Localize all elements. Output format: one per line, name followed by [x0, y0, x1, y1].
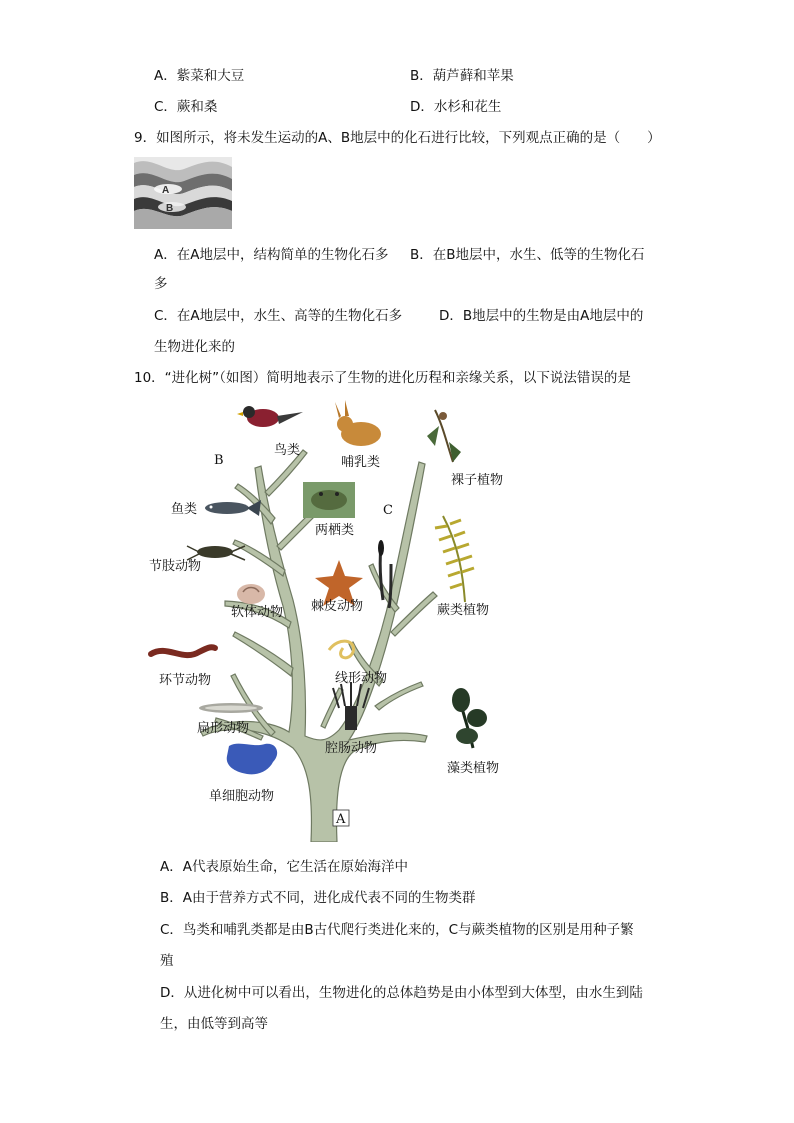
label-mammals: 哺乳类 [341, 455, 381, 470]
q9-option-b-part1: B．在B地层中，水生、低等的生物化石 [410, 247, 645, 263]
label-nematodes: 线形动物 [335, 671, 388, 686]
label-annelids: 环节动物 [159, 673, 212, 688]
q8-option-b: B．葫芦藓和苹果 [410, 68, 514, 84]
q9-option-d-part1: D．B地层中的生物是由A地层中的 [439, 308, 644, 324]
rabbit-icon [335, 400, 381, 446]
earthworm-icon [151, 647, 215, 655]
label-protozoa: 单细胞动物 [209, 789, 275, 804]
label-flatworms: 扁形动物 [197, 721, 250, 736]
label-a-root: A [336, 812, 346, 827]
q10-option-d-part1: D．从进化树中可以看出，生物进化的总体趋势是由小体型到大体型，由水生到陆 [160, 985, 643, 1001]
q10-option-d-part2: 生，由低等到高等 [160, 1016, 268, 1032]
label-coelenterates: 腔肠动物 [325, 741, 378, 756]
q8-option-d: D．水杉和花生 [410, 99, 502, 115]
fern-icon [435, 516, 474, 602]
strata-label-a: A [162, 185, 170, 196]
q10-option-c-part1: C．鸟类和哺乳类都是由B古代爬行类进化来的，C与蕨类植物的区别是用种子繁 [160, 922, 634, 938]
label-algae: 藻类植物 [447, 761, 500, 776]
q10-option-a: A．A代表原始生命，它生活在原始海洋中 [160, 859, 408, 875]
protozoa-icon [227, 744, 277, 775]
label-echinoderms: 棘皮动物 [311, 599, 364, 614]
q9-option-b-part2: 多 [154, 276, 168, 292]
q9-option-c: C．在A地层中，水生、高等的生物化石多 [154, 308, 403, 324]
gymnosperm-icon [427, 410, 461, 462]
strata-label-b: B [166, 203, 174, 214]
label-b-node: B [214, 453, 224, 468]
label-c-node: C [383, 503, 393, 518]
q9-option-a: A．在A地层中，结构简单的生物化石多 [154, 247, 389, 263]
q9-option-d-part2: 生物进化来的 [154, 339, 235, 355]
evolution-tree-figure [143, 396, 518, 842]
arthropod-icon [187, 546, 245, 560]
q9-stem: 9．如图所示，将未发生运动的A、B地层中的化石进行比较，下列观点正确的是（ ） [134, 130, 661, 146]
q10-option-c-part2: 殖 [160, 953, 174, 969]
strata-figure [134, 157, 232, 229]
nematode-icon [329, 641, 354, 658]
algae-icon [452, 688, 487, 748]
label-mollusks: 软体动物 [231, 605, 284, 620]
label-ferns: 蕨类植物 [437, 603, 490, 618]
bird-icon [237, 406, 303, 427]
q10-option-b: B．A由于营养方式不同，进化成代表不同的生物类群 [160, 890, 476, 906]
mollusk-icon [237, 584, 265, 604]
label-birds: 鸟类 [274, 443, 301, 458]
label-fish: 鱼类 [171, 502, 198, 517]
label-amphibians: 两栖类 [315, 523, 355, 538]
q8-option-a: A．紫菜和大豆 [154, 68, 245, 84]
flatworm-icon [199, 703, 263, 713]
label-arthropods: 节肢动物 [149, 559, 202, 574]
frog-icon [303, 482, 355, 518]
q10-stem: 10．“进化树”（如图）简明地表示了生物的进化历程和亲缘关系，以下说法错误的是 [134, 370, 631, 386]
q8-option-c: C．蕨和桑 [154, 99, 218, 115]
label-gymnosperms: 裸子植物 [451, 473, 504, 488]
